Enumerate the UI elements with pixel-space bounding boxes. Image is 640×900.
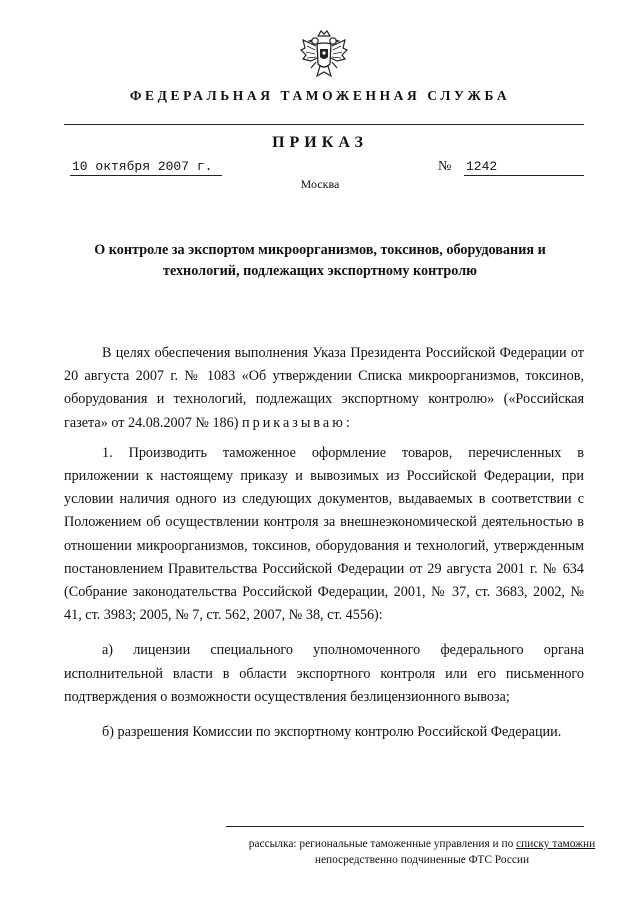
distribution-list	[226, 836, 618, 868]
order-number: 1242	[464, 159, 584, 176]
distribution-line2: непосредственно подчиненные ФТС России	[314, 854, 530, 866]
footer-divider	[226, 826, 584, 827]
item-b: б) разрешения Комиссии по экспортному контролю Российской Федерации.	[102, 724, 562, 741]
document-type: ПРИКАЗ	[272, 134, 368, 151]
order-word: приказываю:	[242, 414, 353, 431]
agency-name: ФЕДЕРАЛЬНАЯ ТАМОЖЕННАЯ СЛУЖБА	[129, 88, 511, 103]
city: Москва	[300, 177, 340, 191]
customs-list-link: списку таможни	[516, 838, 596, 850]
intro-paragraph	[64, 342, 584, 435]
order-number-sign: №	[438, 159, 452, 174]
coat-of-arms-icon	[299, 28, 349, 84]
item-a: а) лицензии специального уполномоченного федерального органа исполнительной власти в области экспортного контроля или его письменного подтверждения о возможности осуществления безлицензионного вывоза;	[64, 642, 584, 705]
item-1: 1. Производить таможенное оформление товаров, перечисленных в приложении к настоящему приказу и вывозимых из Российской Федерации, при условии наличия одного из следующих документов, выдаваемых в соответствии с Положением об осуществлении контроля за внешнеэкономической деятельностью в отношении микроорганизмов, токсинов, оборудования и технологий, утвержденным постановлением Правительства Российской Федерации от 29 августа 2001 г. № 634 (Собрание законодательства Российской Федерации, 2001, № 37, ст. 3683, 2002, № 41, ст. 3983; 2005, № 7, ст. 562, 2007, № 38, ст. 4556):	[64, 444, 584, 624]
header-divider	[64, 124, 584, 125]
order-subject: О контроле за экспортом микроорганизмов, токсинов, оборудования и технологий, подлежащих экспортному контролю	[94, 242, 546, 279]
intro-text: В целях обеспечения выполнения Указа Президента Российской Федерации от 20 августа 2007 г. № 1083 «Об утверждении Списка микроорганизмов, токсинов, оборудования и технологий, подлежащих экспортному контролю» («Российская газета» от 24.08.2007 № 186)	[64, 345, 584, 431]
order-body	[64, 342, 584, 756]
order-date: 10 октября 2007 г.	[70, 159, 222, 176]
distribution-line1: рассылка: региональные таможенные управления и по	[248, 838, 517, 850]
